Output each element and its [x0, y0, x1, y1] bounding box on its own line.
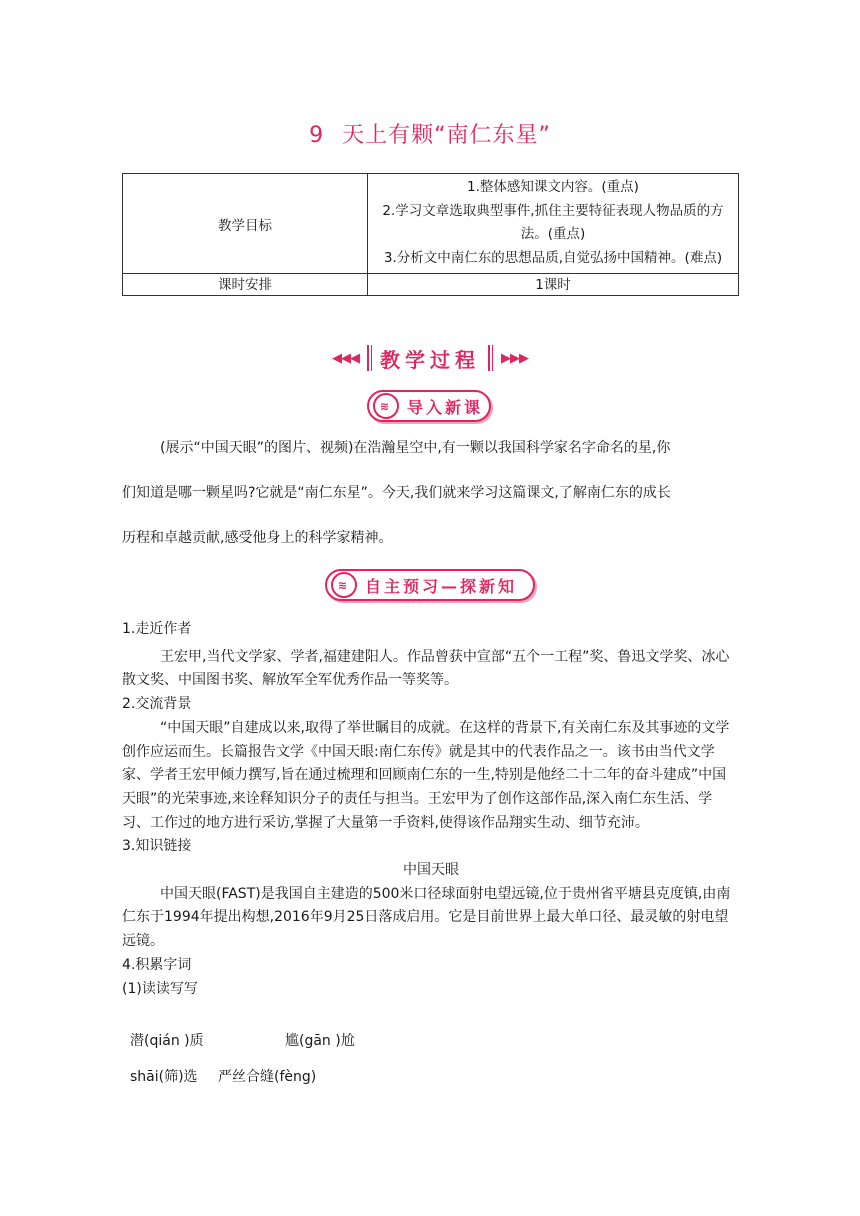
section-heading-preview [325, 569, 535, 601]
banner-title: 教学过程 [380, 347, 480, 372]
section-heading-intro [367, 390, 491, 422]
lesson-number: 9 [309, 123, 325, 148]
goal-item: 2.学习文章选取典型事件,抓住主要特征表现人物品质的方法。(重点) [382, 202, 724, 242]
time-label: 课时安排 [123, 274, 368, 296]
book-icon: ≋ [373, 393, 399, 419]
background-text: “中国天眼”自建成以来,取得了举世瞩目的成就。在这样的背景下,有关南仁东及其事迹的文学创作应运而生。长篇报告文学《中国天眼:南仁东传》就是其中的代表作品之一。该书由当代文学家、学者王宏甲倾力撰写,旨在通过梳理和回顾南仁东的一生,特别是他经二十二年的奋斗建成”中国天眼”的光荣事迹,来诠释知识分子的责任与担当。王宏甲为了创作这部作品,深入南仁东生活、学习、工作过的地方进行采访,掌握了大量第一手资料,使得该作品翔实生动、细节充沛。 [122, 719, 730, 831]
arrows-left-icon: ◀◀◀ [332, 350, 359, 366]
author-heading: 1.走近作者 [122, 621, 192, 637]
goal-label: 教学目标 [123, 174, 368, 274]
vocab-subheading: (1)读读写写 [122, 980, 198, 997]
knowledge-heading: 3.知识链接 [122, 838, 192, 855]
goals-table [122, 173, 739, 296]
intro-line: 历程和卓越贡献,感受他身上的科学家精神。 [122, 530, 393, 546]
section-title: 导入新课 [407, 397, 484, 417]
vocab-item: 潜(qián )质 [130, 1033, 204, 1049]
intro-line: 们知道是哪一颗星吗?它就是“南仁东星”。今天,我们就来学习这篇课文,了解南仁东的成长 [122, 485, 671, 501]
goal-item: 1.整体感知课文内容。(重点) [467, 179, 639, 195]
vocab-row [130, 1066, 316, 1086]
page-title [0, 118, 860, 149]
vocab-item: 严丝合缝(fèng) [218, 1069, 317, 1085]
process-banner [0, 340, 860, 376]
vocab-item: 尴(gān )尬 [285, 1033, 355, 1049]
preview-content [122, 618, 740, 1001]
knowledge-subtitle: 中国天眼 [403, 862, 459, 879]
intro-paragraph [122, 426, 742, 561]
goal-item: 3.分析文中南仁东的思想品质,自觉弘扬中国精神。(难点) [383, 249, 723, 266]
section-title: 自主预习—探新知 [365, 576, 518, 596]
vocab-item: shāi(筛)选 [130, 1069, 198, 1085]
vocab-heading: 4.积累字词 [122, 956, 192, 973]
knowledge-text: 中国天眼(FAST)是我国自主建造的500米口径球面射电望远镜,位于贵州省平塘县克度镇,由南仁东于1994年提出构想,2016年9月25日落成启用。它是目前世界上最大单口径、最灵敏的射电望远镜。 [122, 885, 731, 950]
time-row [123, 274, 739, 296]
goal-list [368, 174, 739, 274]
goals-row [123, 174, 739, 274]
author-text: 王宏甲,当代文学家、学者,福建建阳人。作品曾获中宣部“五个一工程”奖、鲁迅文学奖、冰心散文奖、中国图书奖、解放军全军优秀作品一等奖等。 [122, 648, 730, 689]
background-heading: 2.交流背景 [122, 696, 192, 713]
book-icon: ≋ [331, 572, 357, 598]
intro-line: (展示“中国天眼”的图片、视频)在浩瀚星空中,有一颗以我国科学家名字命名的星,你 [160, 440, 671, 456]
time-value: 1课时 [368, 274, 739, 296]
lesson-title: 天上有颗“南仁东星” [342, 123, 551, 148]
bar-right-icon [488, 345, 493, 371]
arrows-right-icon: ▶▶▶ [501, 350, 528, 366]
bar-left-icon [367, 345, 372, 371]
vocab-row [130, 1030, 355, 1050]
